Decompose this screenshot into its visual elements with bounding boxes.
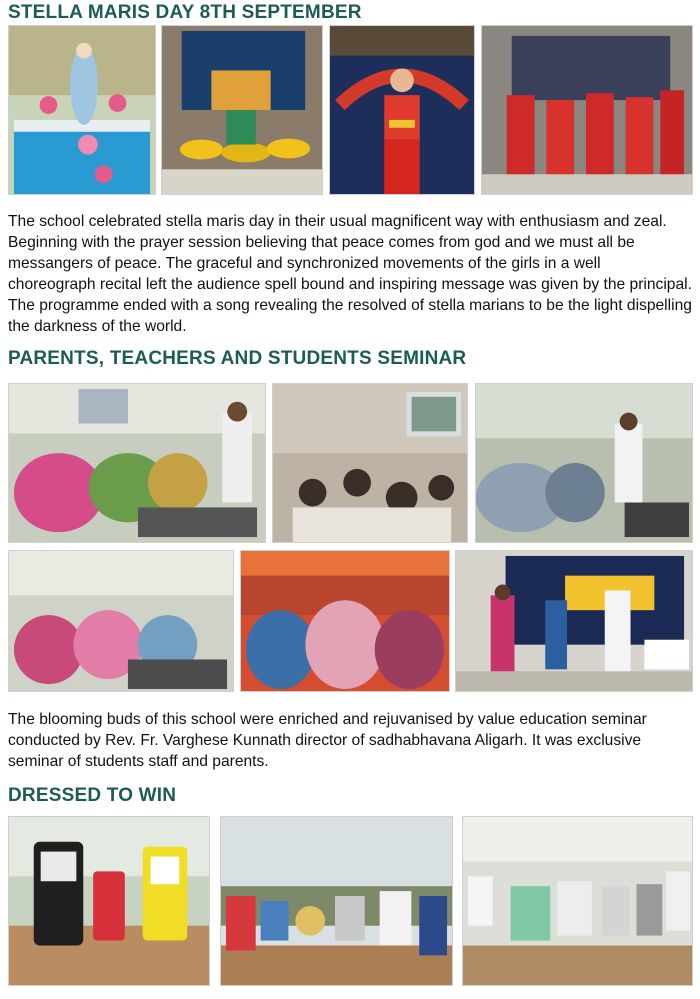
section-paragraph-stella-maris-day: The school celebrated stella maris day in their usual magnificent way with enthusiasm and zeal. Beginning with the prayer session believing that peace comes from god and we must all be messangers of peace. The graceful and synchronized movements of the girls in a well choreograph recital left the audience spell bound and inspiring message was given by the principal. The programme ended with a song revealing the resolved of stella marians to be the light dispelling the darkness of the world. [8, 213, 692, 335]
statue-altar-photo [8, 25, 156, 195]
solo-dancer-photo [329, 25, 475, 195]
seminar-large-crowd-photo [240, 550, 450, 692]
section-heading-seminar: PARENTS, TEACHERS AND STUDENTS SEMINAR [8, 348, 467, 369]
costume-parade-photo-2 [220, 816, 453, 986]
section-paragraph-seminar: The blooming buds of this school were enriched and rejuvanised by value education seminar conducted by Rev. Fr. Varghese Kunnath director of sadhabhavana Aligarh. It was exclusive seminar of students staff and parents. [8, 711, 647, 770]
seminar-speaker-hall-photo [475, 383, 693, 543]
seminar-students-projector-photo [272, 383, 468, 543]
seminar-parents-photo-1 [8, 383, 266, 543]
section-heading-stella-maris-day: STELLA MARIS DAY 8TH SEPTEMBER [8, 2, 362, 23]
costume-parade-photo-3 [462, 816, 693, 986]
group-dance-stage-photo [161, 25, 323, 195]
section-heading-dressed-to-win: DRESSED TO WIN [8, 785, 177, 806]
seminar-stage-activity-photo [455, 550, 693, 692]
seminar-parents-photo-2 [8, 550, 234, 692]
mobile-phone-costume-photo-1 [8, 816, 210, 986]
red-costume-dancers-photo [481, 25, 693, 195]
